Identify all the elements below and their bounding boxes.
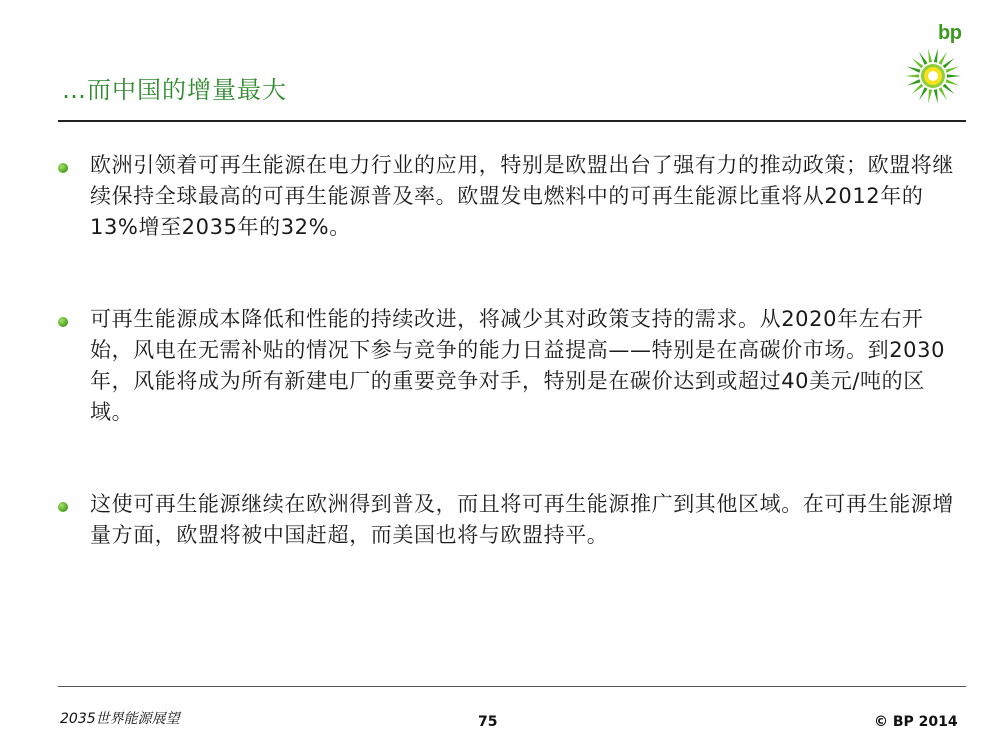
bullet-dot-icon (58, 317, 68, 327)
title-divider (58, 120, 966, 122)
bullet-text: 这使可再生能源继续在欧洲得到普及，而且将可再生能源推广到其他区域。在可再生能源增量方面，欧盟将被中国赶超，而美国也将与欧盟持平。 (90, 492, 954, 547)
slide-title: …而中国的增量最大 (62, 76, 287, 104)
bullet-text: 可再生能源成本降低和性能的持续改进，将减少其对政策支持的需求。从2020年左右开始，风电在无需补贴的情况下参与竞争的能力日益提高——特别是在高碳价市场。到2030年，风能将成为所有新建电厂的重要竞争对手，特别是在碳价达到或超过40美元/吨的区域。 (90, 307, 946, 424)
bullet-dot-icon (58, 502, 68, 512)
bullet-item (58, 489, 958, 551)
bp-wordmark: bp (938, 22, 962, 44)
copyright: © BP 2014 (874, 714, 958, 730)
bp-helios-logo-icon (900, 24, 966, 108)
bullet-text: 欧洲引领着可再生能源在电力行业的应用，特别是欧盟出台了强有力的推动政策；欧盟将继续保持全球最高的可再生能源普及率。欧盟发电燃料中的可再生能源比重将从2012年的13%增至2035年的32%。 (90, 153, 954, 239)
footer-divider (58, 686, 966, 687)
bullet-item (58, 150, 958, 243)
bullet-list (58, 150, 958, 612)
bullet-dot-icon (58, 163, 68, 173)
footer-report-title: 2035世界能源展望 (60, 711, 180, 727)
bullet-item (58, 304, 958, 428)
page-number: 75 (478, 714, 498, 730)
